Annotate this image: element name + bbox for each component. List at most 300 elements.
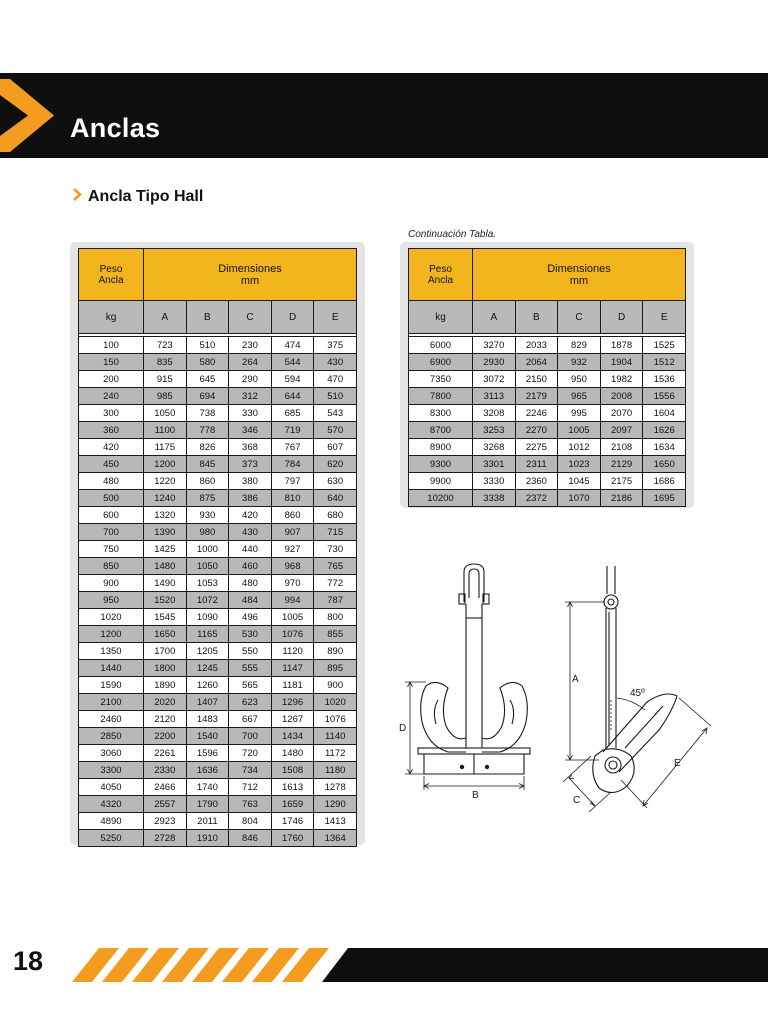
table-cell: 3301	[473, 456, 516, 473]
table-cell: 1540	[186, 728, 229, 745]
table-cell: 1165	[186, 626, 229, 643]
table-cell: 1200	[144, 456, 187, 473]
table-row	[79, 728, 357, 745]
table-row	[79, 507, 357, 524]
table-cell: 2728	[144, 830, 187, 847]
table-cell: 623	[229, 694, 272, 711]
page-number: 18	[13, 946, 44, 976]
table-row	[409, 354, 686, 371]
table-cell: 550	[229, 643, 272, 660]
table-cell: 846	[229, 830, 272, 847]
table-cell: 1596	[186, 745, 229, 762]
table-row	[79, 677, 357, 694]
table-cell: 1364	[314, 830, 357, 847]
table-row	[79, 422, 357, 439]
table-cell: 4890	[79, 813, 144, 830]
table-cell: 600	[79, 507, 144, 524]
table-cell: 730	[314, 541, 357, 558]
table-cell: 7350	[409, 371, 473, 388]
table-cell: 1613	[271, 779, 314, 796]
table-cell: 1508	[271, 762, 314, 779]
table-cell: 290	[229, 371, 272, 388]
table-cell: 1290	[314, 796, 357, 813]
table-cell: 1045	[558, 473, 601, 490]
table-cell: 1650	[643, 456, 686, 473]
table-cell: 1626	[643, 422, 686, 439]
column-header: C	[229, 301, 272, 334]
table-cell: 685	[271, 405, 314, 422]
table-cell: 460	[229, 558, 272, 575]
table-cell: 1700	[144, 643, 187, 660]
table-row	[79, 796, 357, 813]
table-cell: 1296	[271, 694, 314, 711]
table-cell: 9300	[409, 456, 473, 473]
table-cell: 826	[186, 439, 229, 456]
table-cell: 594	[271, 371, 314, 388]
table-cell: 630	[314, 473, 357, 490]
table-cell: 2261	[144, 745, 187, 762]
table-cell: 8300	[409, 405, 473, 422]
table-cell: 3113	[473, 388, 516, 405]
table-cell: 500	[79, 490, 144, 507]
table-cell: 1760	[271, 830, 314, 847]
column-header: C	[558, 301, 601, 334]
angle-label: 45º	[630, 688, 645, 699]
table-cell: 1240	[144, 490, 187, 507]
table-row	[409, 439, 686, 456]
table-cell: 2466	[144, 779, 187, 796]
table-cell: 1440	[79, 660, 144, 677]
table-cell: 8900	[409, 439, 473, 456]
table-cell: 797	[271, 473, 314, 490]
table-cell: 1020	[314, 694, 357, 711]
table-panel-left	[70, 242, 365, 845]
table-cell: 2070	[600, 405, 643, 422]
table-cell: 8700	[409, 422, 473, 439]
table-cell: 1005	[271, 609, 314, 626]
table-cell: 420	[79, 439, 144, 456]
table-cell: 3072	[473, 371, 516, 388]
table-cell: 860	[271, 507, 314, 524]
table-cell: 712	[229, 779, 272, 796]
table-cell: 2246	[515, 405, 558, 422]
table-cell: 860	[186, 473, 229, 490]
table-row	[79, 371, 357, 388]
table-cell: 778	[186, 422, 229, 439]
table-row	[79, 762, 357, 779]
dimension-label-d: D	[399, 723, 407, 734]
table-cell: 645	[186, 371, 229, 388]
table-cell: 968	[271, 558, 314, 575]
table-cell: 5250	[79, 830, 144, 847]
dimension-label-b: B	[472, 790, 479, 801]
table-row	[79, 830, 357, 847]
table-row	[79, 456, 357, 473]
table-cell: 644	[271, 388, 314, 405]
table-cell: 763	[229, 796, 272, 813]
table-cell: 2311	[515, 456, 558, 473]
table-cell: 719	[271, 422, 314, 439]
table-cell: 2186	[600, 490, 643, 507]
table-cell: 720	[229, 745, 272, 762]
table-cell: 1072	[186, 592, 229, 609]
table-cell: 700	[79, 524, 144, 541]
table-cell: 1904	[600, 354, 643, 371]
table-cell: 360	[79, 422, 144, 439]
table-cell: 2175	[600, 473, 643, 490]
table-cell: 850	[79, 558, 144, 575]
column-header: A	[144, 301, 187, 334]
table-cell: 570	[314, 422, 357, 439]
table-cell: 700	[229, 728, 272, 745]
table-cell: 890	[314, 643, 357, 660]
table-cell: 2100	[79, 694, 144, 711]
table-row	[79, 711, 357, 728]
table-cell: 738	[186, 405, 229, 422]
table-cell: 1659	[271, 796, 314, 813]
table-cell: 1480	[144, 558, 187, 575]
table-cell: 750	[79, 541, 144, 558]
table-row	[79, 609, 357, 626]
table-cell: 2360	[515, 473, 558, 490]
continuation-note: Continuación Tabla.	[408, 229, 497, 240]
page-title: Anclas	[70, 113, 161, 143]
table-cell: 2179	[515, 388, 558, 405]
table-row	[79, 354, 357, 371]
table-cell: 694	[186, 388, 229, 405]
table-cell: 1050	[144, 405, 187, 422]
weight-header: Peso Ancla	[79, 249, 144, 301]
table-row	[79, 694, 357, 711]
table-panel-right	[400, 242, 694, 508]
footer-stripe-bar	[0, 946, 768, 984]
table-row	[79, 643, 357, 660]
table-cell: 804	[229, 813, 272, 830]
table-cell: 300	[79, 405, 144, 422]
table-cell: 723	[144, 337, 187, 354]
dimensions-header: Dimensiones mm	[473, 249, 686, 301]
table-cell: 855	[314, 626, 357, 643]
table-cell: 480	[229, 575, 272, 592]
table-cell: 2150	[515, 371, 558, 388]
table-cell: 2930	[473, 354, 516, 371]
table-cell: 264	[229, 354, 272, 371]
table-cell: 330	[229, 405, 272, 422]
table-cell: 1483	[186, 711, 229, 728]
table-cell: 985	[144, 388, 187, 405]
table-row	[79, 388, 357, 405]
table-cell: 7800	[409, 388, 473, 405]
table-cell: 543	[314, 405, 357, 422]
table-cell: 965	[558, 388, 601, 405]
table-cell: 734	[229, 762, 272, 779]
table-cell: 1790	[186, 796, 229, 813]
table-cell: 555	[229, 660, 272, 677]
table-cell: 2097	[600, 422, 643, 439]
table-cell: 1120	[271, 643, 314, 660]
column-header: E	[643, 301, 686, 334]
table-cell: 1512	[643, 354, 686, 371]
table-cell: 1205	[186, 643, 229, 660]
table-row	[79, 405, 357, 422]
table-cell: 580	[186, 354, 229, 371]
table-row	[409, 473, 686, 490]
table-cell: 1982	[600, 371, 643, 388]
table-cell: 3338	[473, 490, 516, 507]
table-row	[79, 439, 357, 456]
table-cell: 607	[314, 439, 357, 456]
table-cell: 680	[314, 507, 357, 524]
table-cell: 450	[79, 456, 144, 473]
column-header: B	[515, 301, 558, 334]
table-cell: 875	[186, 490, 229, 507]
table-row	[409, 371, 686, 388]
table-cell: 900	[314, 677, 357, 694]
table-row	[409, 337, 686, 354]
table-cell: 2200	[144, 728, 187, 745]
dimensions-table-right	[408, 248, 686, 507]
table-cell: 3330	[473, 473, 516, 490]
table-cell: 1100	[144, 422, 187, 439]
table-row	[409, 456, 686, 473]
chevron-right-icon	[0, 73, 60, 158]
table-cell: 810	[271, 490, 314, 507]
chevron-right-icon	[72, 188, 82, 201]
table-row	[409, 422, 686, 439]
table-cell: 950	[558, 371, 601, 388]
table-cell: 950	[79, 592, 144, 609]
table-cell: 784	[271, 456, 314, 473]
table-cell: 1556	[643, 388, 686, 405]
table-cell: 835	[144, 354, 187, 371]
table-cell: 1525	[643, 337, 686, 354]
table-cell: 496	[229, 609, 272, 626]
table-row	[79, 541, 357, 558]
table-cell: 1076	[271, 626, 314, 643]
table-cell: 3208	[473, 405, 516, 422]
table-cell: 375	[314, 337, 357, 354]
table-cell: 346	[229, 422, 272, 439]
table-row	[79, 524, 357, 541]
table-cell: 1413	[314, 813, 357, 830]
table-cell: 1200	[79, 626, 144, 643]
dimensions-table-left	[78, 248, 357, 847]
table-row	[79, 337, 357, 354]
table-cell: 1180	[314, 762, 357, 779]
table-cell: 3060	[79, 745, 144, 762]
table-cell: 765	[314, 558, 357, 575]
table-cell: 980	[186, 524, 229, 541]
column-header: A	[473, 301, 516, 334]
anchor-side-view-drawing	[555, 560, 720, 825]
table-cell: 3270	[473, 337, 516, 354]
column-header: E	[314, 301, 357, 334]
table-cell: 530	[229, 626, 272, 643]
table-cell: 829	[558, 337, 601, 354]
table-cell: 430	[314, 354, 357, 371]
table-cell: 1245	[186, 660, 229, 677]
table-cell: 544	[271, 354, 314, 371]
table-cell: 1800	[144, 660, 187, 677]
column-header: B	[186, 301, 229, 334]
table-cell: 373	[229, 456, 272, 473]
table-cell: 1650	[144, 626, 187, 643]
table-cell: 915	[144, 371, 187, 388]
table-row	[79, 473, 357, 490]
anchor-front-view-drawing	[396, 560, 546, 805]
table-cell: 440	[229, 541, 272, 558]
table-cell: 2372	[515, 490, 558, 507]
table-cell: 994	[271, 592, 314, 609]
table-cell: 1350	[79, 643, 144, 660]
table-cell: 1434	[271, 728, 314, 745]
table-cell: 2557	[144, 796, 187, 813]
table-cell: 2108	[600, 439, 643, 456]
table-cell: 2129	[600, 456, 643, 473]
table-cell: 1425	[144, 541, 187, 558]
table-row	[79, 626, 357, 643]
table-cell: 995	[558, 405, 601, 422]
table-cell: 1175	[144, 439, 187, 456]
dimension-label-a: A	[572, 674, 579, 685]
table-cell: 1910	[186, 830, 229, 847]
table-cell: 1220	[144, 473, 187, 490]
table-cell: 845	[186, 456, 229, 473]
table-cell: 1878	[600, 337, 643, 354]
table-row	[409, 490, 686, 507]
table-cell: 1267	[271, 711, 314, 728]
table-cell: 510	[314, 388, 357, 405]
table-cell: 2330	[144, 762, 187, 779]
table-cell: 100	[79, 337, 144, 354]
table-cell: 3300	[79, 762, 144, 779]
table-cell: 1695	[643, 490, 686, 507]
table-cell: 420	[229, 507, 272, 524]
table-cell: 565	[229, 677, 272, 694]
table-cell: 932	[558, 354, 601, 371]
table-cell: 1090	[186, 609, 229, 626]
table-cell: 1746	[271, 813, 314, 830]
table-cell: 510	[186, 337, 229, 354]
table-cell: 2275	[515, 439, 558, 456]
table-cell: 480	[79, 473, 144, 490]
table-cell: 1520	[144, 592, 187, 609]
section-title	[72, 188, 203, 206]
table-cell: 430	[229, 524, 272, 541]
table-cell: 1636	[186, 762, 229, 779]
table-row	[79, 813, 357, 830]
table-cell: 380	[229, 473, 272, 490]
table-row	[79, 779, 357, 796]
header-banner	[0, 73, 768, 158]
table-row	[79, 745, 357, 762]
table-row	[79, 558, 357, 575]
table-cell: 9900	[409, 473, 473, 490]
table-cell: 3253	[473, 422, 516, 439]
table-cell: 2033	[515, 337, 558, 354]
table-cell: 930	[186, 507, 229, 524]
table-cell: 640	[314, 490, 357, 507]
table-cell: 1686	[643, 473, 686, 490]
table-row	[79, 575, 357, 592]
table-cell: 1172	[314, 745, 357, 762]
table-cell: 1181	[271, 677, 314, 694]
table-cell: 2460	[79, 711, 144, 728]
table-cell: 772	[314, 575, 357, 592]
table-cell: 907	[271, 524, 314, 541]
table-cell: 2850	[79, 728, 144, 745]
table-cell: 1545	[144, 609, 187, 626]
table-cell: 895	[314, 660, 357, 677]
table-row	[79, 592, 357, 609]
section-title-text: Ancla Tipo Hall	[88, 188, 204, 205]
table-cell: 767	[271, 439, 314, 456]
table-cell: 312	[229, 388, 272, 405]
table-cell: 1050	[186, 558, 229, 575]
table-cell: 1407	[186, 694, 229, 711]
table-cell: 1390	[144, 524, 187, 541]
table-cell: 1490	[144, 575, 187, 592]
table-cell: 1740	[186, 779, 229, 796]
table-cell: 1604	[643, 405, 686, 422]
column-header: D	[271, 301, 314, 334]
table-cell: 1480	[271, 745, 314, 762]
table-cell: 1070	[558, 490, 601, 507]
table-cell: 4050	[79, 779, 144, 796]
table-cell: 2020	[144, 694, 187, 711]
table-cell: 715	[314, 524, 357, 541]
table-cell: 2923	[144, 813, 187, 830]
table-row	[79, 490, 357, 507]
table-cell: 2008	[600, 388, 643, 405]
dimension-label-e: E	[674, 758, 681, 769]
table-cell: 2011	[186, 813, 229, 830]
table-cell: 1020	[79, 609, 144, 626]
table-cell: 368	[229, 439, 272, 456]
table-cell: 1260	[186, 677, 229, 694]
table-cell: 1000	[186, 541, 229, 558]
table-cell: 1634	[643, 439, 686, 456]
table-cell: 900	[79, 575, 144, 592]
table-cell: 1023	[558, 456, 601, 473]
table-row	[409, 388, 686, 405]
table-cell: 2064	[515, 354, 558, 371]
column-header: kg	[409, 301, 473, 334]
table-cell: 10200	[409, 490, 473, 507]
table-cell: 2120	[144, 711, 187, 728]
table-cell: 1140	[314, 728, 357, 745]
table-cell: 787	[314, 592, 357, 609]
table-cell: 927	[271, 541, 314, 558]
column-header: kg	[79, 301, 144, 334]
table-cell: 4320	[79, 796, 144, 813]
dimensions-header: Dimensiones mm	[144, 249, 357, 301]
table-cell: 6000	[409, 337, 473, 354]
table-cell: 1076	[314, 711, 357, 728]
table-cell: 620	[314, 456, 357, 473]
table-cell: 2270	[515, 422, 558, 439]
table-cell: 1005	[558, 422, 601, 439]
table-cell: 1012	[558, 439, 601, 456]
table-cell: 970	[271, 575, 314, 592]
table-cell: 230	[229, 337, 272, 354]
table-cell: 474	[271, 337, 314, 354]
table-cell: 3268	[473, 439, 516, 456]
table-row	[409, 405, 686, 422]
table-cell: 200	[79, 371, 144, 388]
table-cell: 150	[79, 354, 144, 371]
table-cell: 240	[79, 388, 144, 405]
